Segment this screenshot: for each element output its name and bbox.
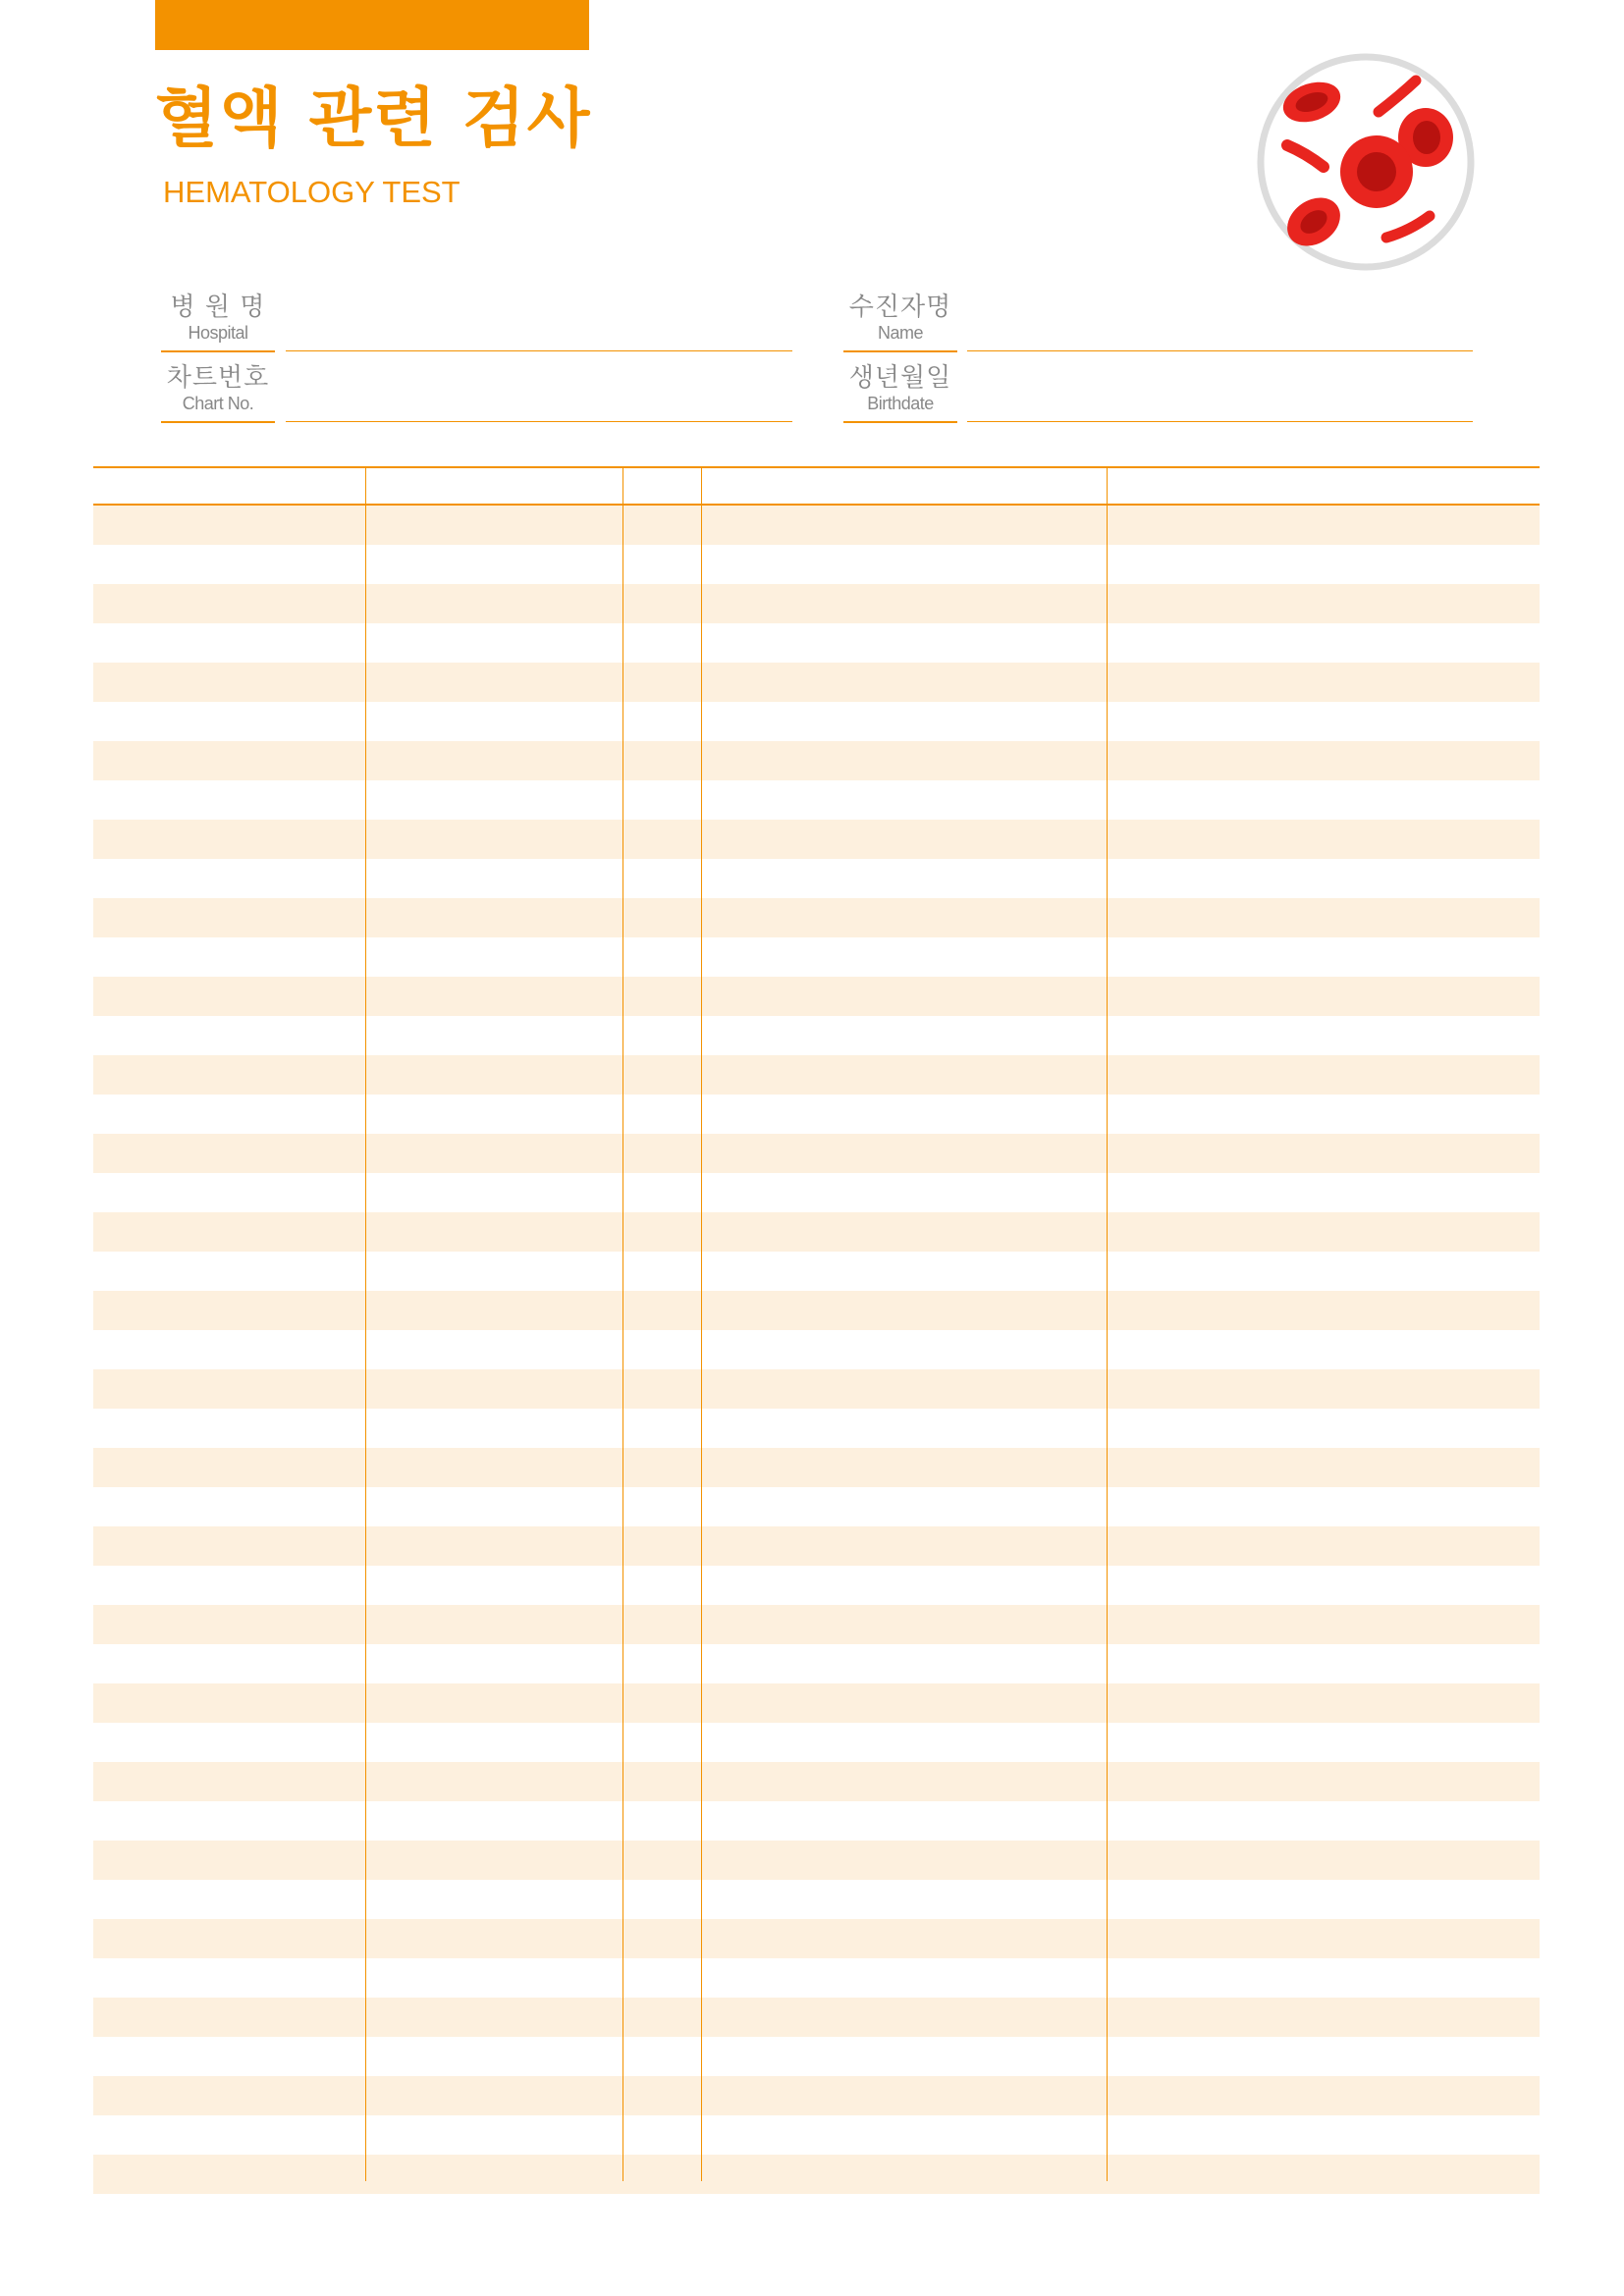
table-header-cell <box>365 468 623 504</box>
table-row <box>93 977 1540 1016</box>
table-row <box>93 1762 1540 1801</box>
birthdate-label <box>843 363 957 414</box>
chart-no-label <box>161 363 275 414</box>
hospital-label-en: Hospital <box>188 323 248 343</box>
table-row <box>93 1369 1540 1409</box>
table-row <box>93 1919 1540 1958</box>
table-row <box>93 1526 1540 1566</box>
blood-cells-icon <box>1255 51 1477 273</box>
table-row <box>93 937 1540 977</box>
page-subtitle: HEMATOLOGY TEST <box>163 175 460 209</box>
table-row <box>93 663 1540 702</box>
table-row <box>93 1605 1540 1644</box>
hospital-label <box>161 293 275 344</box>
name-label-en: Name <box>877 323 923 343</box>
name-label <box>843 293 957 344</box>
table-row <box>93 1016 1540 1055</box>
column-divider <box>1107 466 1108 2181</box>
table-row <box>93 1841 1540 1880</box>
table-header-cell <box>701 468 1107 504</box>
table-row <box>93 545 1540 584</box>
table-row <box>93 1409 1540 1448</box>
chart-no-field[interactable] <box>286 421 792 422</box>
table-row <box>93 584 1540 623</box>
name-label-ko: 수진자명 <box>848 293 952 322</box>
table-row <box>93 1291 1540 1330</box>
table-row <box>93 741 1540 780</box>
column-divider <box>365 466 366 2181</box>
table-row <box>93 1801 1540 1841</box>
hospital-label-ko: 병 원 명 <box>170 293 266 322</box>
table-row <box>93 898 1540 937</box>
table-row <box>93 1566 1540 1605</box>
table-row <box>93 1134 1540 1173</box>
table-row <box>93 1880 1540 1919</box>
birthdate-label-underline <box>843 421 957 423</box>
birthdate-label-en: Birthdate <box>867 394 934 413</box>
table-row <box>93 2155 1540 2194</box>
table-row <box>93 1683 1540 1723</box>
table-row <box>93 2037 1540 2076</box>
table-row <box>93 1487 1540 1526</box>
table-row <box>93 1252 1540 1291</box>
table-header-border <box>93 504 1540 506</box>
page-title: 혈액 관련 검사 <box>155 80 592 156</box>
chart-no-label-underline <box>161 421 275 423</box>
column-divider <box>701 466 702 2181</box>
table-row <box>93 2115 1540 2155</box>
chart-no-label-en: Chart No. <box>182 394 254 413</box>
table-row <box>93 1330 1540 1369</box>
name-field[interactable] <box>967 350 1473 351</box>
chart-no-label-ko: 차트번호 <box>166 363 270 393</box>
table-row <box>93 1055 1540 1095</box>
table-row <box>93 1095 1540 1134</box>
table-row <box>93 1173 1540 1212</box>
results-table <box>93 466 1540 2181</box>
table-row <box>93 702 1540 741</box>
table-row <box>93 623 1540 663</box>
table-row <box>93 506 1540 545</box>
table-row <box>93 780 1540 820</box>
table-row <box>93 1723 1540 1762</box>
table-row <box>93 2076 1540 2115</box>
top-accent-bar <box>155 0 589 50</box>
table-header-cell <box>93 468 365 504</box>
table-row <box>93 1448 1540 1487</box>
name-label-underline <box>843 350 957 352</box>
table-header-cell <box>1107 468 1540 504</box>
birthdate-label-ko: 생년월일 <box>848 363 952 393</box>
table-row <box>93 1998 1540 2037</box>
table-header-cell <box>623 468 701 504</box>
table-row <box>93 1644 1540 1683</box>
hospital-field[interactable] <box>286 350 792 351</box>
hospital-label-underline <box>161 350 275 352</box>
birthdate-field[interactable] <box>967 421 1473 422</box>
table-row <box>93 1958 1540 1998</box>
table-row <box>93 859 1540 898</box>
table-row <box>93 820 1540 859</box>
table-row <box>93 1212 1540 1252</box>
